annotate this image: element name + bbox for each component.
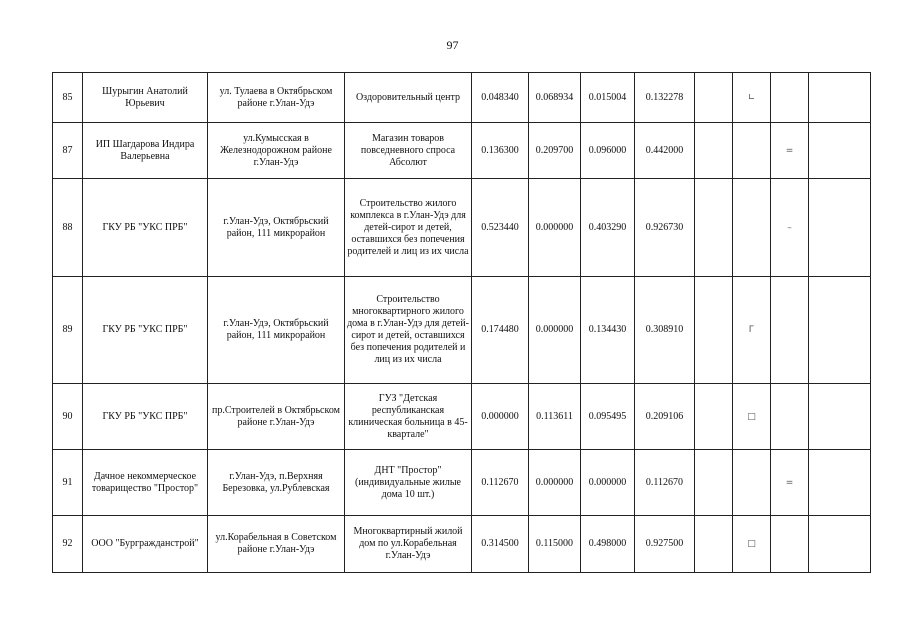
mark-cell-1 xyxy=(695,516,733,573)
object-cell: ГУЗ "Детская республиканская клиническая больница в 45-квартале" xyxy=(345,384,472,450)
empty-cell xyxy=(809,516,871,573)
value-cell-4: 0.112670 xyxy=(635,450,695,516)
row-number: 87 xyxy=(53,123,83,179)
value-cell-1: 0.523440 xyxy=(472,179,529,277)
object-cell: Магазин товаров повседневного спроса Абсолют xyxy=(345,123,472,179)
mark-cell-1 xyxy=(695,179,733,277)
empty-cell xyxy=(809,277,871,384)
owner-cell: Шурыгин Анатолий Юрьевич xyxy=(83,73,208,123)
value-cell-2: 0.115000 xyxy=(529,516,581,573)
address-cell: ул.Кумысская в Железнодорожном районе г.Улан-Удэ xyxy=(208,123,345,179)
mark-cell-2: □ xyxy=(733,516,771,573)
owner-cell: Дачное некоммерческое товарищество "Простор" xyxy=(83,450,208,516)
empty-cell xyxy=(809,123,871,179)
owner-cell: ГКУ РБ "УКС ПРБ" xyxy=(83,277,208,384)
value-cell-3: 0.015004 xyxy=(581,73,635,123)
owner-cell: ГКУ РБ "УКС ПРБ" xyxy=(83,384,208,450)
mark-cell-2 xyxy=(733,123,771,179)
address-cell: г.Улан-Удэ, Октябрьский район, 111 микрорайон xyxy=(208,179,345,277)
address-cell: ул. Тулаева в Октябрьском районе г.Улан-Удэ xyxy=(208,73,345,123)
value-cell-4: 0.209106 xyxy=(635,384,695,450)
mark-cell-2: ∟ xyxy=(733,73,771,123)
value-cell-4: 0.926730 xyxy=(635,179,695,277)
value-cell-3: 0.403290 xyxy=(581,179,635,277)
value-cell-3: 0.134430 xyxy=(581,277,635,384)
mark-cell-2 xyxy=(733,450,771,516)
mark-cell-3: = xyxy=(771,123,809,179)
address-cell: г.Улан-Удэ, п.Верхняя Березовка, ул.Рублевская xyxy=(208,450,345,516)
mark-cell-3 xyxy=(771,277,809,384)
value-cell-4: 0.442000 xyxy=(635,123,695,179)
table-row xyxy=(53,179,871,277)
row-number: 88 xyxy=(53,179,83,277)
table-row xyxy=(53,73,871,123)
table-row xyxy=(53,450,871,516)
address-cell: пр.Строителей в Октябрьском районе г.Улан-Удэ xyxy=(208,384,345,450)
value-cell-1: 0.314500 xyxy=(472,516,529,573)
row-number: 92 xyxy=(53,516,83,573)
value-cell-2: 0.000000 xyxy=(529,179,581,277)
value-cell-2: 0.068934 xyxy=(529,73,581,123)
data-table xyxy=(52,72,871,573)
value-cell-2: 0.000000 xyxy=(529,450,581,516)
mark-cell-1 xyxy=(695,450,733,516)
value-cell-1: 0.048340 xyxy=(472,73,529,123)
mark-cell-2: Г xyxy=(733,277,771,384)
value-cell-1: 0.174480 xyxy=(472,277,529,384)
empty-cell xyxy=(809,450,871,516)
owner-cell: ГКУ РБ "УКС ПРБ" xyxy=(83,179,208,277)
value-cell-2: 0.209700 xyxy=(529,123,581,179)
row-number: 90 xyxy=(53,384,83,450)
mark-cell-1 xyxy=(695,73,733,123)
address-cell: ул.Корабельная в Советском районе г.Улан-Удэ xyxy=(208,516,345,573)
value-cell-1: 0.136300 xyxy=(472,123,529,179)
owner-cell: ИП Шагдарова Индира Валерьевна xyxy=(83,123,208,179)
value-cell-4: 0.308910 xyxy=(635,277,695,384)
value-cell-4: 0.132278 xyxy=(635,73,695,123)
value-cell-3: 0.096000 xyxy=(581,123,635,179)
object-cell: Оздоровительный центр xyxy=(345,73,472,123)
page-number: 97 xyxy=(446,38,459,52)
object-cell: Строительство жилого комплекса в г.Улан-Удэ для детей-сирот и детей, оставшихся без попечения родителей и лиц из их числа xyxy=(345,179,472,277)
table-row xyxy=(53,277,871,384)
value-cell-1: 0.000000 xyxy=(472,384,529,450)
row-number: 85 xyxy=(53,73,83,123)
mark-cell-1 xyxy=(695,277,733,384)
table-row xyxy=(53,384,871,450)
table-row xyxy=(53,123,871,179)
value-cell-4: 0.927500 xyxy=(635,516,695,573)
value-cell-3: 0.095495 xyxy=(581,384,635,450)
mark-cell-3 xyxy=(771,73,809,123)
value-cell-2: 0.000000 xyxy=(529,277,581,384)
mark-cell-2 xyxy=(733,179,771,277)
value-cell-3: 0.498000 xyxy=(581,516,635,573)
mark-cell-1 xyxy=(695,384,733,450)
mark-cell-3 xyxy=(771,384,809,450)
empty-cell xyxy=(809,179,871,277)
row-number: 91 xyxy=(53,450,83,516)
mark-cell-2: □ xyxy=(733,384,771,450)
mark-cell-3: = xyxy=(771,450,809,516)
object-cell: Многоквартирный жилой дом по ул.Корабельная г.Улан-Удэ xyxy=(345,516,472,573)
mark-cell-1 xyxy=(695,123,733,179)
value-cell-3: 0.000000 xyxy=(581,450,635,516)
object-cell: ДНТ "Простор" (индивидуальные жилые дома 10 шт.) xyxy=(345,450,472,516)
table-row xyxy=(53,516,871,573)
empty-cell xyxy=(809,384,871,450)
owner-cell: ООО "Бургражданстрой" xyxy=(83,516,208,573)
address-cell: г.Улан-Удэ, Октябрьский район, 111 микрорайон xyxy=(208,277,345,384)
mark-cell-3 xyxy=(771,516,809,573)
row-number: 89 xyxy=(53,277,83,384)
value-cell-2: 0.113611 xyxy=(529,384,581,450)
empty-cell xyxy=(809,73,871,123)
mark-cell-3: – xyxy=(771,179,809,277)
object-cell: Строительство многоквартирного жилого дома в г.Улан-Удэ для детей-сирот и детей, оставшихся без попечения родителей и лиц из их числа xyxy=(345,277,472,384)
value-cell-1: 0.112670 xyxy=(472,450,529,516)
